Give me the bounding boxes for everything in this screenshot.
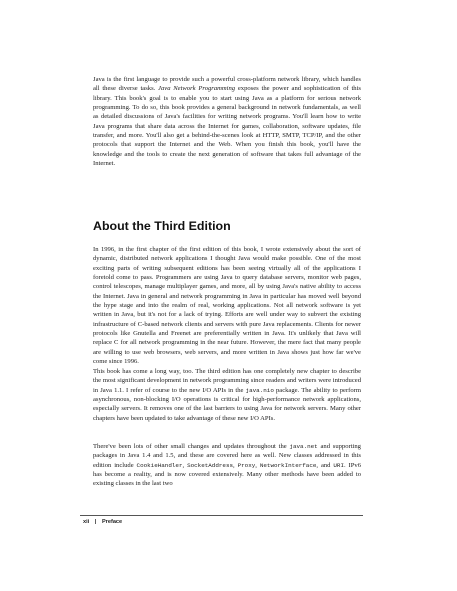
footer-rule	[80, 515, 363, 516]
intro-paragraph	[93, 75, 361, 168]
intro-text-1: Java is the first language to provide such a powerful cross-platform network library, which handles all these diverse tasks.	[93, 76, 361, 93]
p2-text-2: package. The ability to perform asynchronous, non-blocking I/O operations is critical for high-performance network applications, especially servers. It removes one of the last barriers to using Java for network servers. Many other chapters have been updated to take advantage of these new I/O APIs.	[93, 386, 361, 422]
p2-text-1: This book has come a long way, too. The third edition has one completely new chapter to describe the most significant development in network programming since readers and writers were introduced in Java 1.1. I refer of course to the new I/O APIs in the	[93, 368, 361, 394]
p3-text-2: and supporting packages in Java 1.4 and 1.5, and these are covered here as well. New classes addressed in this edition include	[93, 443, 361, 469]
p3-text-7: . IPv6 has become a reality, and is now covered extensively. Many other methods have been added to existing classes in the last two	[93, 461, 362, 488]
page-number: xii	[83, 519, 90, 525]
code-cookiehandler: CookieHandler	[136, 461, 183, 469]
third-edition-paragraph-2	[93, 367, 361, 423]
third-edition-paragraph-3	[93, 442, 361, 489]
code-java-net: java.net	[289, 443, 318, 450]
code-proxy: Proxy	[237, 461, 256, 469]
third-edition-paragraph-1: In 1996, in the first chapter of the first edition of this book, I wrote extensively about the sort of dynamic, distributed network applications I thought Java would make possible. One of the most exciting parts of writing subsequent editions has been seeing virtually all of the applications I foretold come to pass. Programmers are using Java to query database servers, monitor web pages, control telescopes, manage multiplayer games, and more, all by using Java's native ability to access the Internet. Java in general and network programming in Java in particular has moved well beyond the hype stage and into the realm of real, working applications. Not all network software is yet written in Java, but it's not for a lack of trying. Efforts are well under way to subvert the existing infrastructure of C-based network clients and servers with pure Java replacements. Clients for newer protocols like Gnutella and Freenet are preferentially written in Java. It's unlikely that Java will replace C for all network programming in the near future. However, the mere fact that many people are willing to use web browsers, web servers, and more written in Java shows just how far we've come since 1996.	[93, 246, 361, 366]
footer-section-name: Preface	[101, 519, 123, 525]
p3-text-5: ,	[255, 461, 260, 469]
p3-text-1: There've been lots of other small changes and updates throughout the	[93, 443, 290, 450]
page-footer	[83, 518, 126, 526]
book-title: Java Network Programming	[158, 85, 236, 93]
code-networkinterface: NetworkInterface	[259, 461, 317, 469]
p3-text-4: ,	[233, 461, 238, 469]
section-heading: About the Third Edition	[93, 219, 231, 233]
footer-separator: |	[94, 519, 97, 525]
code-uri: URI	[333, 461, 344, 469]
code-socketaddress: SocketAddress	[187, 461, 234, 469]
intro-text-2: exposes the power and sophistication of this library. This book's goal is to enable you to start using Java as a platform for serious network programming. To do so, this book provides a general background in network fundamentals, as well as detailed discussions of Java's facilities for writing network programs. You'll learn how to write Java programs that share data across the Internet for games, collaboration, software updates, file transfer, and more. You'll also get a behind-the-scenes look at HTTP, SMTP, TCP/IP, and the other protocols that support the Internet and the Web. When you finish this book, you'll have the knowledge and the tools to create the next generation of software that takes full advantage of the Internet.	[93, 85, 361, 168]
p3-text-6: , and	[316, 461, 334, 469]
code-java-nio: java.nio	[245, 386, 274, 394]
p3-text-3: ,	[182, 461, 188, 469]
